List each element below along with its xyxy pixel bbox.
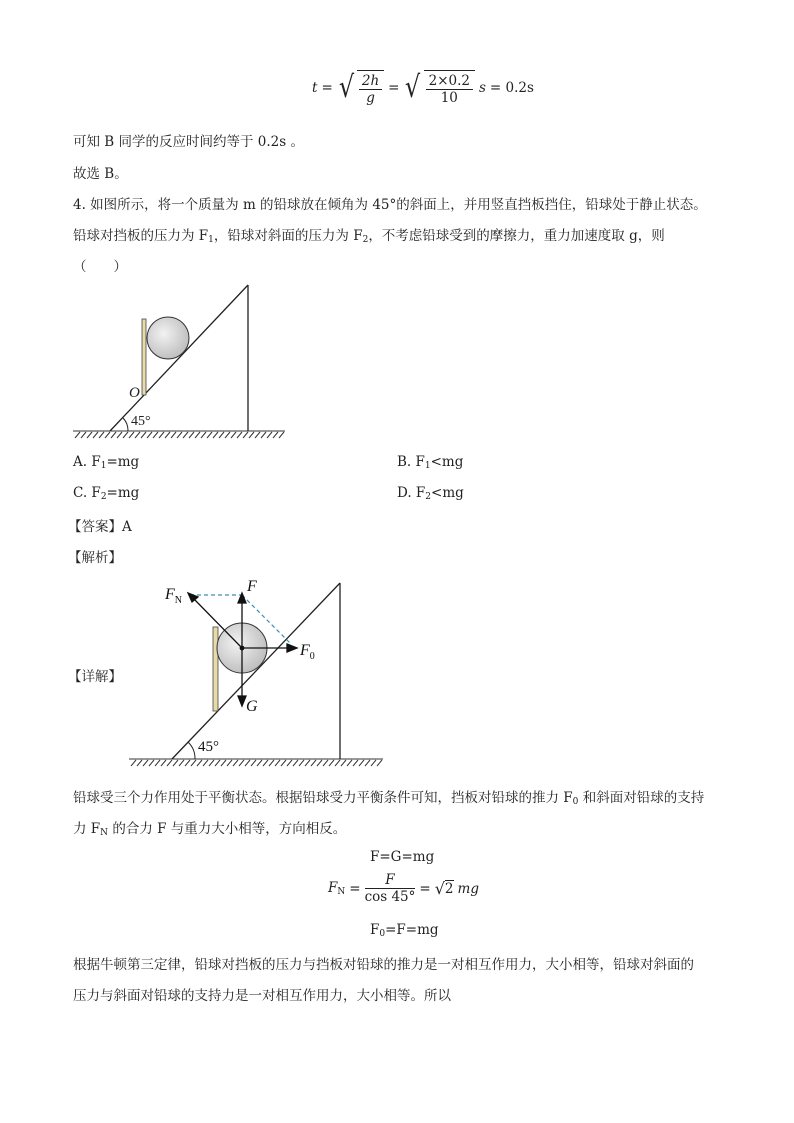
label-o: O	[129, 385, 140, 401]
label-f: F	[247, 578, 257, 595]
option-c[interactable]	[73, 485, 139, 502]
equation-f-g-mg: F=G=mg	[370, 849, 435, 865]
option-c-pre: C. F	[73, 485, 101, 501]
para1-line2-sub: N	[100, 828, 109, 838]
label-angle-45: 45°	[131, 414, 151, 429]
paragraph-2-line-2: 压力与斜面对铅球的支持力是一对相互作用力，大小相等。所以	[73, 988, 451, 1004]
incline-triangle-2	[172, 583, 340, 759]
eq-fn-sqrt-arg: 2	[444, 881, 454, 897]
eq-fn-sqrt-sign: √	[434, 879, 445, 898]
option-a-pre: A. F	[73, 454, 101, 470]
formula-unit-s: s	[478, 80, 486, 96]
option-c-sub: 2	[100, 492, 107, 502]
para1-line1-a: 铅球受三个力作用处于平衡状态。根据铅球受力平衡条件可知，挡板对铅球的推力 F	[73, 790, 573, 806]
sqrt-body-1	[357, 70, 384, 106]
lead-ball	[147, 317, 189, 359]
angle-arc	[123, 418, 128, 431]
para1-line2-b: 的合力 F 与重力大小相等，方向相反。	[108, 821, 347, 837]
option-b-sub: 1	[424, 461, 431, 471]
question-line-2	[73, 224, 665, 245]
fraction-2h-over-g	[359, 73, 382, 106]
eq-f0-post: =F=mg	[385, 922, 439, 938]
formula-t	[312, 70, 534, 106]
question-line-2-part-a: 铅球对挡板的压力为 F	[73, 228, 209, 244]
para1-line1-sub: 0	[572, 797, 579, 807]
question-line-2-part-b: ，铅球对斜面的压力为 F	[213, 228, 363, 244]
ground-hatch	[73, 431, 285, 438]
para1-line2-a: 力 F	[73, 821, 101, 837]
detail-label: 【详解】	[68, 669, 122, 685]
question-line-1: 4. 如图所示，将一个质量为 m 的铅球放在倾角为 45°的斜面上，并用竖直挡板挡住，铅球处于静止状态。	[73, 197, 707, 213]
sqrt-sign-2: √	[405, 70, 421, 105]
eq-fn-lhs: $F_N$	[328, 880, 346, 897]
fraction-denominator-g: g	[366, 90, 375, 106]
option-d-post: <mg	[431, 485, 464, 501]
fraction-denominator-numeric: 10	[440, 90, 458, 106]
paragraph-1-line-2	[73, 817, 346, 838]
analysis-label: 【解析】	[68, 550, 122, 566]
formula-result: = 0.2s	[489, 80, 534, 96]
formula-equals-2: =	[388, 80, 400, 96]
equation-f0	[370, 922, 439, 939]
option-a-sub: 1	[100, 461, 107, 471]
question-line-2-part-c: ，不考虑铅球受到的摩擦力，重力加速度取 g，则	[368, 228, 665, 244]
sqrt-sign-1: √	[338, 70, 354, 105]
label-g: G	[246, 698, 258, 715]
figure-incline-ball	[70, 280, 290, 442]
option-d[interactable]	[397, 485, 464, 502]
angle-arc-2	[188, 742, 195, 759]
eq-fn-equals: =	[349, 880, 361, 897]
label-f0: $F_0$	[300, 642, 315, 662]
answer-label: 【答案】A	[68, 519, 132, 535]
fraction-numeric	[426, 73, 473, 106]
center-point	[240, 646, 245, 651]
eq-fn-fraction	[365, 872, 416, 905]
option-d-pre: D. F	[397, 485, 426, 501]
eq-fn-mg: mg	[457, 880, 479, 897]
label-angle-45-2: 45°	[198, 739, 219, 755]
eq-fn-equals-2: =	[419, 880, 431, 897]
eq-fn-numerator: F	[365, 872, 416, 889]
figure-force-diagram	[125, 575, 390, 775]
incline-triangle	[110, 285, 248, 431]
formula-var-t: t	[312, 80, 318, 96]
equation-fn	[328, 872, 479, 905]
option-a[interactable]	[73, 454, 139, 471]
option-d-sub: 2	[425, 492, 432, 502]
option-a-post: =mg	[106, 454, 140, 470]
para1-line1-b: 和斜面对铅球的支持	[578, 790, 705, 806]
choose-b-line: 故选 B。	[73, 166, 128, 182]
vertical-board-2	[213, 627, 218, 711]
sqrt-body-2	[424, 70, 475, 106]
vertical-board	[142, 319, 146, 395]
fraction-numerator-numeric: 2×0.2	[426, 73, 473, 90]
ground-hatch-2	[129, 759, 383, 766]
question-sub-2: 2	[362, 235, 369, 245]
option-c-post: =mg	[106, 485, 140, 501]
fraction-numerator-2h: 2h	[359, 73, 382, 90]
paragraph-2-line-1: 根据牛顿第三定律，铅球对挡板的压力与挡板对铅球的推力是一对相互作用力，大小相等，铅球对斜面的	[73, 957, 694, 973]
label-fn: $F_N$	[165, 586, 183, 606]
eq-fn-denominator: cos 45°	[364, 889, 416, 905]
paragraph-1-line-1	[73, 786, 704, 807]
option-b-post: <mg	[430, 454, 464, 470]
question-paren: （ ）	[73, 259, 127, 275]
formula-equals: =	[321, 80, 333, 96]
eq-f0-sub: 0	[379, 929, 386, 939]
eq-f0-pre: F	[370, 922, 380, 938]
question-sub-1: 1	[208, 235, 214, 245]
conclusion-line: 可知 B 同学的反应时间约等于 0.2s 。	[73, 134, 304, 150]
option-b-pre: B. F	[397, 454, 425, 470]
option-b[interactable]	[397, 454, 463, 471]
